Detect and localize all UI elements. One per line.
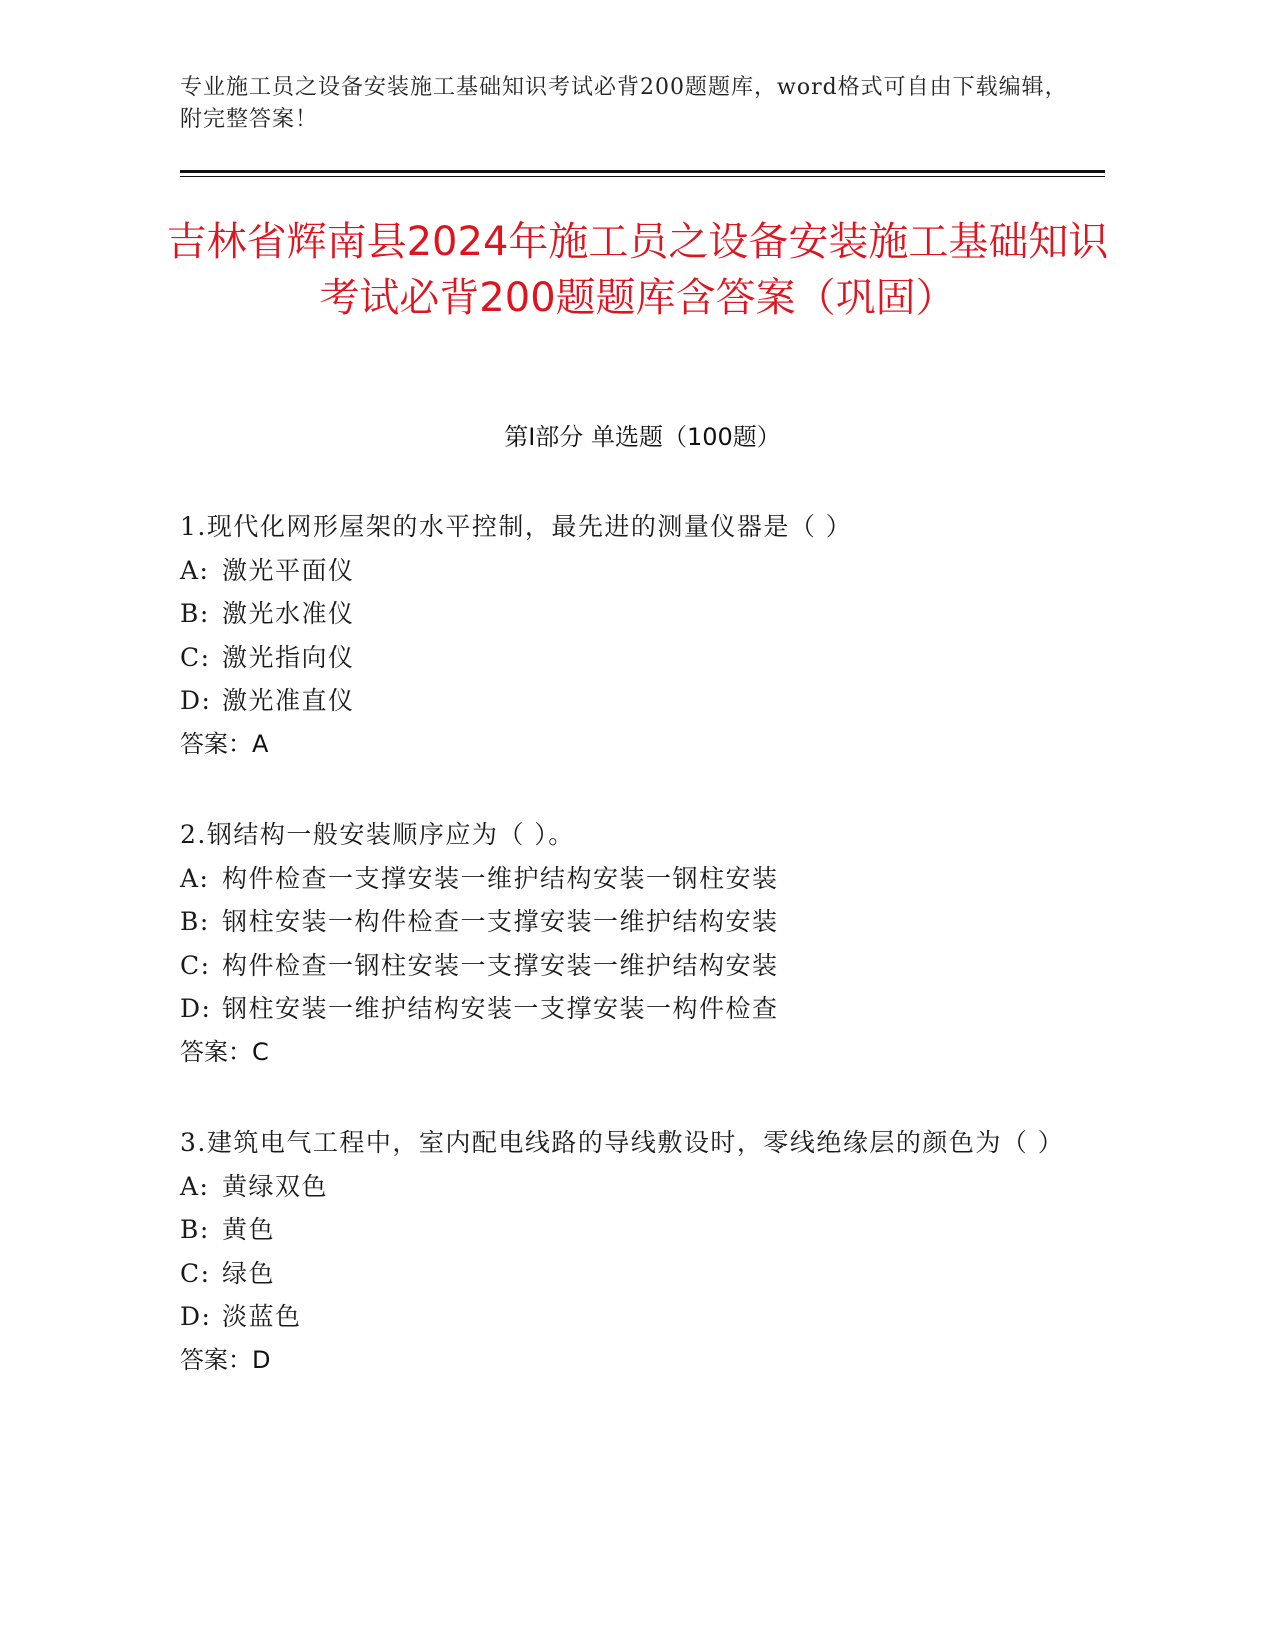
- option-text: 黄色: [222, 1215, 276, 1244]
- option-text: 激光平面仪: [222, 555, 355, 585]
- option-text: 激光准直仪: [222, 686, 355, 715]
- option-key: D:: [180, 1302, 212, 1331]
- answer: 答案：D: [180, 1345, 271, 1374]
- option-key: C:: [180, 1258, 211, 1288]
- option-key: B:: [180, 1215, 210, 1244]
- option-key: B:: [180, 599, 210, 628]
- option-key: A:: [180, 555, 210, 585]
- option-text: 钢柱安装一维护结构安装一支撑安装一构件检查: [222, 994, 779, 1023]
- option-b: [180, 592, 1060, 636]
- question-list: [180, 505, 1065, 1429]
- option-b: [180, 900, 1060, 944]
- option-c: [180, 944, 1060, 988]
- option-key: C:: [180, 950, 211, 980]
- option-text: 构件检查一钢柱安装一支撑安装一维护结构安装: [222, 950, 779, 980]
- option-b: [180, 1208, 1060, 1252]
- option-text: 淡蓝色: [222, 1302, 302, 1331]
- answer: 答案：C: [180, 1037, 269, 1066]
- option-key: C:: [180, 642, 211, 672]
- question-stem: 2.钢结构一般安装顺序应为（ ）。: [180, 820, 575, 849]
- question-1: [180, 505, 1060, 766]
- option-a: [180, 549, 1060, 593]
- option-c: [180, 636, 1060, 680]
- question-2: [180, 813, 1060, 1074]
- question-stem: 3.建筑电气工程中，室内配电线路的导线敷设时，零线绝缘层的颜色为（ ）: [180, 1128, 1065, 1157]
- header-note: 专业施工员之设备安装施工基础知识考试必背200题题库，word格式可自由下载编辑，附完整答案！: [180, 75, 1068, 132]
- option-d: [180, 679, 1060, 723]
- option-key: A:: [180, 863, 210, 893]
- option-d: [180, 987, 1060, 1031]
- option-d: [180, 1295, 1060, 1339]
- answer: 答案：A: [180, 729, 269, 758]
- option-key: A:: [180, 1171, 210, 1201]
- option-text: 黄绿双色: [222, 1171, 329, 1201]
- option-key: D:: [180, 686, 212, 715]
- option-text: 钢柱安装一构件检查一支撑安装一维护结构安装: [222, 907, 779, 936]
- option-text: 绿色: [222, 1258, 276, 1288]
- header-rule-thick: [180, 170, 1105, 173]
- option-key: B:: [180, 907, 210, 936]
- option-text: 激光水准仪: [222, 599, 355, 628]
- option-text: 激光指向仪: [222, 642, 355, 672]
- document-title: 吉林省辉南县2024年施工员之设备安装施工基础知识考试必背200题题库含答案（巩固）: [166, 219, 1109, 321]
- header-rule-thin: [180, 176, 1105, 177]
- section-heading: 第Ⅰ部分 单选题（100题）: [504, 423, 781, 451]
- option-a: [180, 1165, 1060, 1209]
- option-key: D:: [180, 994, 212, 1023]
- option-c: [180, 1252, 1060, 1296]
- question-stem: 1.现代化网形屋架的水平控制，最先进的测量仪器是（ ）: [180, 512, 853, 541]
- question-3: [180, 1121, 1065, 1382]
- option-a: [180, 857, 1060, 901]
- option-text: 构件检查一支撑安装一维护结构安装一钢柱安装: [222, 863, 779, 893]
